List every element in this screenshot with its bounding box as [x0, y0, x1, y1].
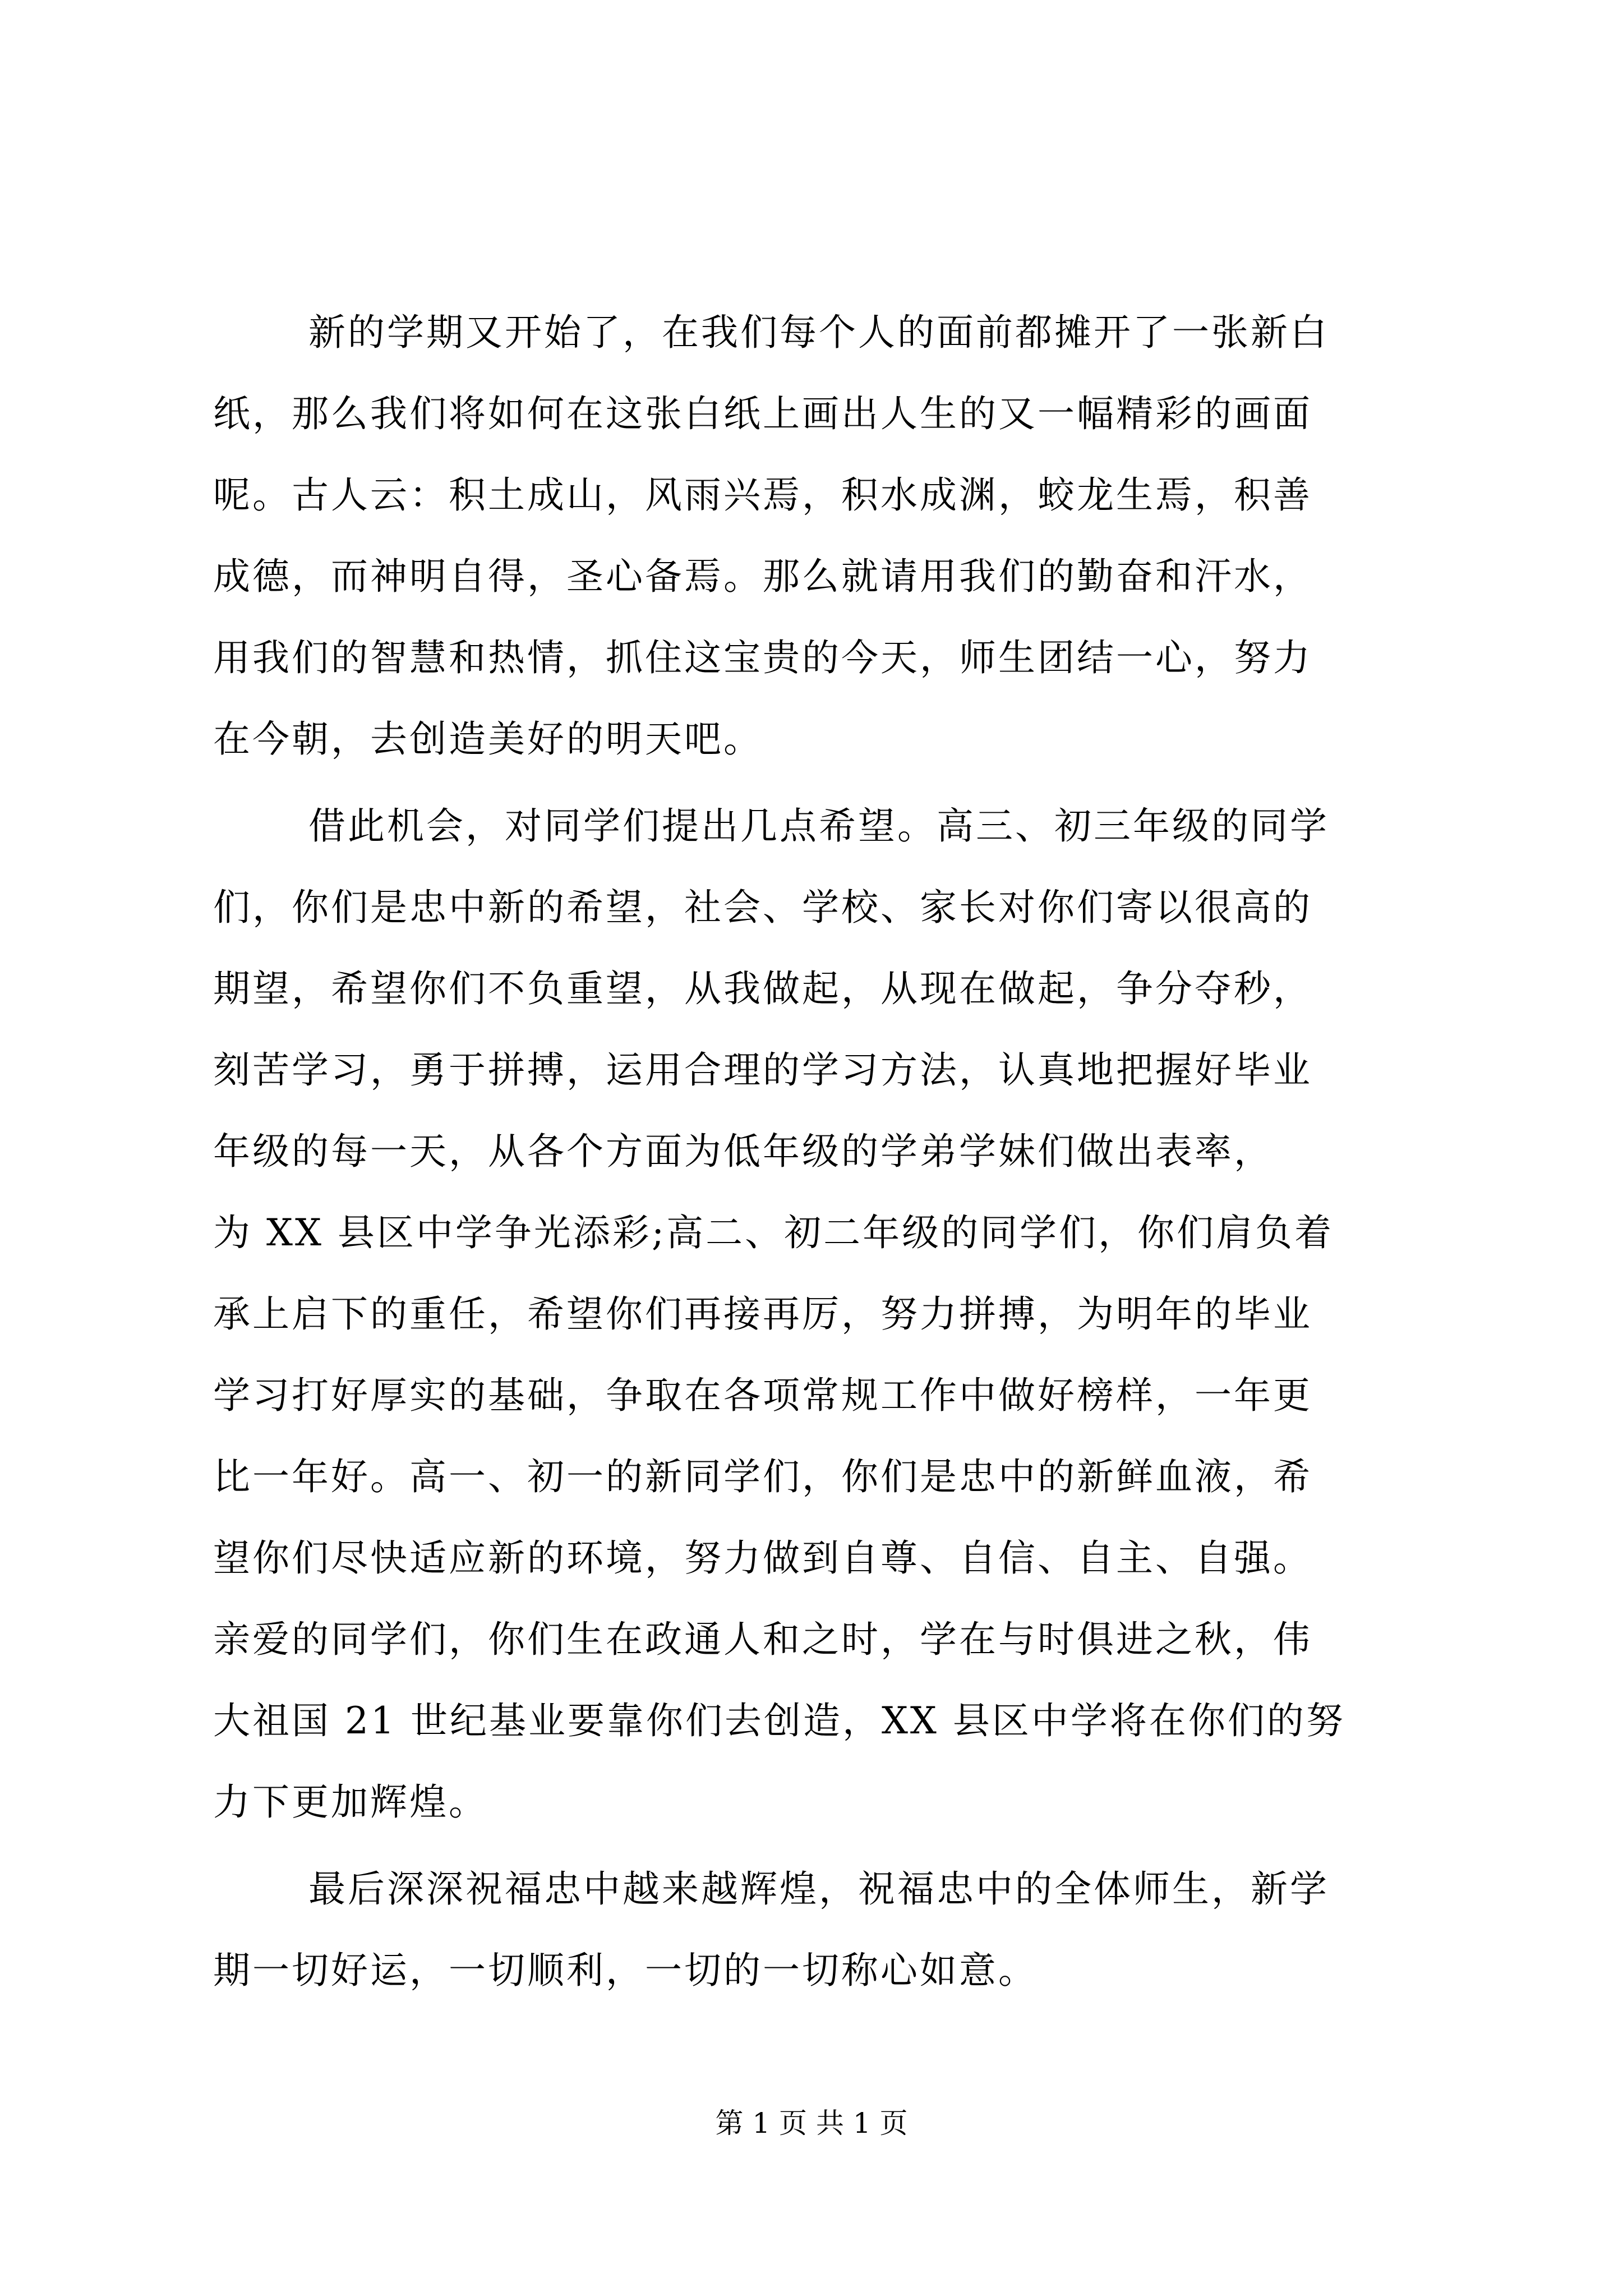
text-line: 借此机会，对同学们提出几点希望。高三、初三年级的同学: [308, 804, 1329, 848]
text-line: 亲爱的同学们，你们生在政通人和之时，学在与时俱进之秋，伟: [213, 1618, 1312, 1661]
text-line: 刻苦学习，勇于拼搏，运用合理的学习方法，认真地把握好毕业: [213, 1048, 1312, 1092]
paragraph-1: [213, 292, 1413, 780]
document-body: [213, 292, 1413, 2011]
text-line: 学习打好厚实的基础，争取在各项常规工作中做好榜样，一年更: [213, 1374, 1312, 1417]
text-line: 最后深深祝福忠中越来越辉煌，祝福忠中的全体师生，新学: [308, 1867, 1329, 1911]
text-line: 望你们尽快适应新的环境，努力做到自尊、自信、自主、自强。: [213, 1536, 1312, 1580]
text-line: 为 XX 县区中学争光添彩;高二、初二年级的同学们，你们肩负着: [213, 1211, 1334, 1254]
text-line: 纸，那么我们将如何在这张白纸上画出人生的又一幅精彩的画面: [213, 392, 1312, 435]
paragraph-3: [213, 1848, 1413, 2011]
paragraph-spacer: [213, 780, 1413, 785]
text-line: 用我们的智慧和热情，抓住这宝贵的今天，师生团结一心，努力: [213, 636, 1312, 679]
text-line: 力下更加辉煌。: [213, 1780, 488, 1824]
text-line: 成德，而神明自得，圣心备焉。那么就请用我们的勤奋和汗水，: [213, 555, 1312, 598]
text-line: 承上启下的重任，希望你们再接再厉，努力拼搏，为明年的毕业: [213, 1292, 1312, 1336]
text-line: 大祖国 21 世纪基业要靠你们去创造，XX 县区中学将在你们的努: [213, 1699, 1345, 1742]
paragraph-2: [213, 785, 1413, 1843]
paragraph-spacer: [213, 1843, 1413, 1848]
text-line: 们，你们是忠中新的希望，社会、学校、家长对你们寄以很高的: [213, 886, 1312, 929]
page-number-label: 第 1 页 共 1 页: [715, 2107, 908, 2139]
text-line: 新的学期又开始了，在我们每个人的面前都摊开了一张新白: [308, 311, 1329, 354]
text-line: 呢。古人云：积土成山，风雨兴焉，积水成渊，蛟龙生焉，积善: [213, 473, 1312, 517]
text-line: 在今朝，去创造美好的明天吧。: [213, 717, 763, 761]
text-line: 比一年好。高一、初一的新同学们，你们是忠中的新鲜血液，希: [213, 1455, 1312, 1498]
text-line: 年级的每一天，从各个方面为低年级的学弟学妹们做出表率，: [213, 1130, 1273, 1173]
text-line: 期望，希望你们不负重望，从我做起，从现在做起，争分夺秒，: [213, 967, 1312, 1010]
text-line: 期一切好运，一切顺利，一切的一切称心如意。: [213, 1949, 1038, 1992]
page-footer: [0, 2106, 1623, 2140]
